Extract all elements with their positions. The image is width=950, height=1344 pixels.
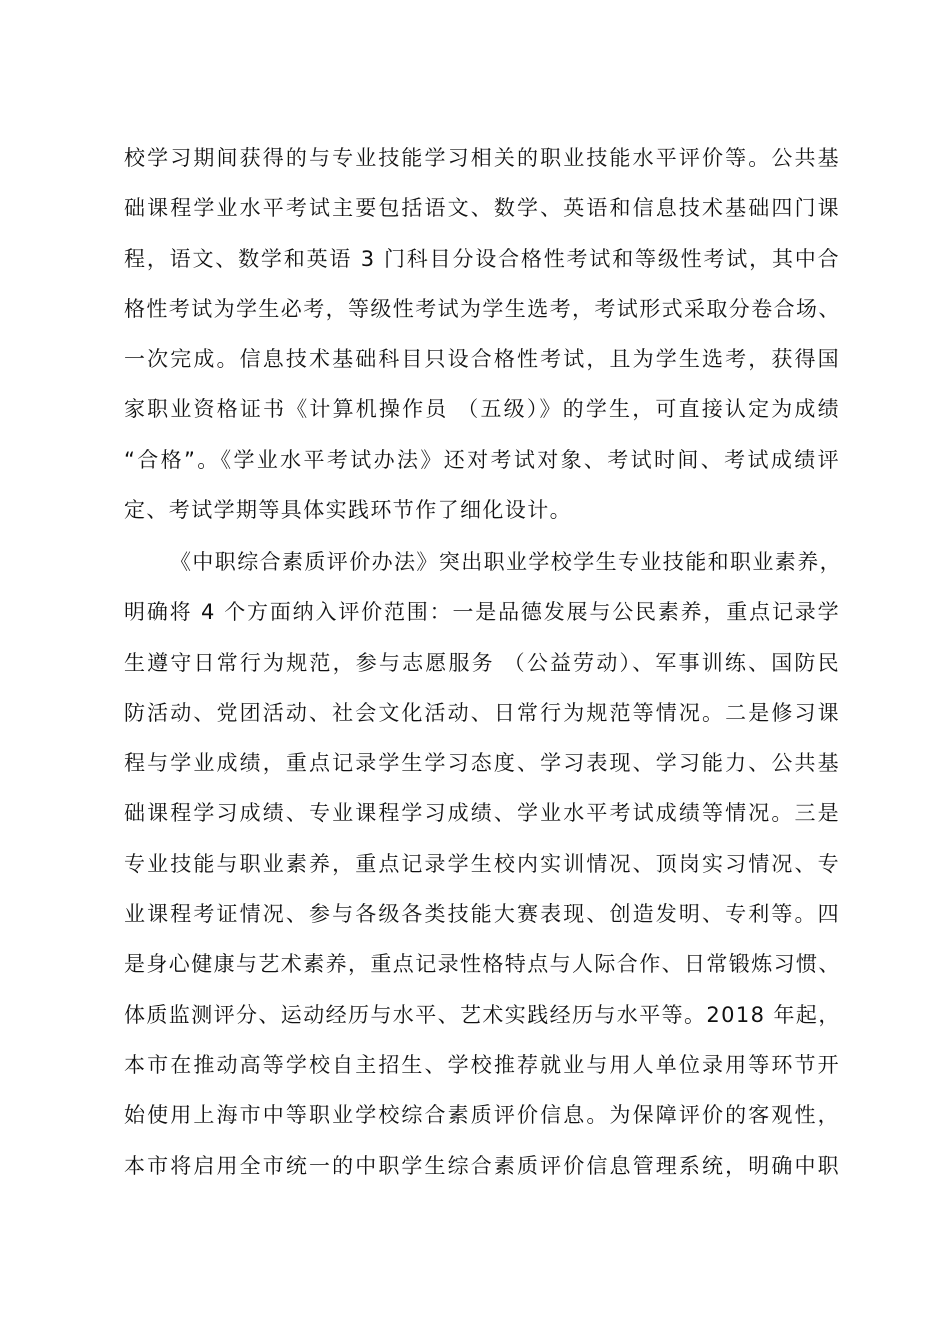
text-line: 本市在推动高等学校自主招生、学校推荐就业与用人单位录用等环节开 [124, 1052, 840, 1077]
paragraph-exam-details [124, 133, 840, 535]
text-line: 是身心健康与艺术素养，重点记录性格特点与人际合作、日常锻炼习惯、 [124, 952, 841, 977]
text-line: “合格”。《学业水平考试办法》还对考试对象、考试时间、考试成绩评 [124, 447, 840, 472]
text-line: 程与学业成绩，重点记录学生学习态度、学习表现、学习能力、公共基 [124, 751, 840, 776]
text-line: 生遵守日常行为规范，参与志愿服务 （公益劳动）、军事训练、国防民 [124, 650, 840, 675]
text-line: 始使用上海市中等职业学校综合素质评价信息。为保障评价的客观性， [124, 1103, 840, 1128]
text-line: 础课程学业水平考试主要包括语文、数学、英语和信息技术基础四门课 [124, 196, 840, 221]
text-line: 家职业资格证书《计算机操作员 （五级）》的学生，可直接认定为成绩 [124, 397, 840, 422]
text-line: 程，语文、数学和英语 3 门科目分设合格性考试和等级性考试，其中合 [124, 246, 840, 271]
text-line: 《中职综合素质评价办法》突出职业学校学生专业技能和职业素养， [170, 550, 842, 574]
text-line: 格性考试为学生必考，等级性考试为学生选考，考试形式采取分卷合场、 [124, 296, 841, 321]
paragraph-comprehensive-evaluation [124, 537, 840, 1191]
text-line: 体质监测评分、运动经历与水平、艺术实践经历与水平等。2018 年起， [124, 1002, 841, 1027]
text-line: 校学习期间获得的与专业技能学习相关的职业技能水平评价等。公共基 [124, 146, 840, 170]
text-line: 专业技能与职业素养，重点记录学生校内实训情况、顶岗实习情况、专 [124, 851, 840, 876]
text-line: 明确将 4 个方面纳入评价范围：一是品德发展与公民素养，重点记录学 [124, 600, 840, 625]
text-line: 本市将启用全市统一的中职学生综合素质评价信息管理系统，明确中职 [124, 1153, 840, 1178]
text-line: 定、考试学期等具体实践环节作了细化设计。 [124, 498, 572, 523]
text-line: 业课程考证情况、参与各级各类技能大赛表现、创造发明、专利等。四 [124, 902, 840, 927]
text-line: 一次完成。信息技术基础科目只设合格性考试，且为学生选考，获得国 [124, 347, 840, 372]
text-line: 础课程学习成绩、专业课程学习成绩、学业水平考试成绩等情况。三是 [124, 801, 840, 826]
text-line: 防活动、党团活动、社会文化活动、日常行为规范等情况。二是修习课 [124, 700, 840, 725]
